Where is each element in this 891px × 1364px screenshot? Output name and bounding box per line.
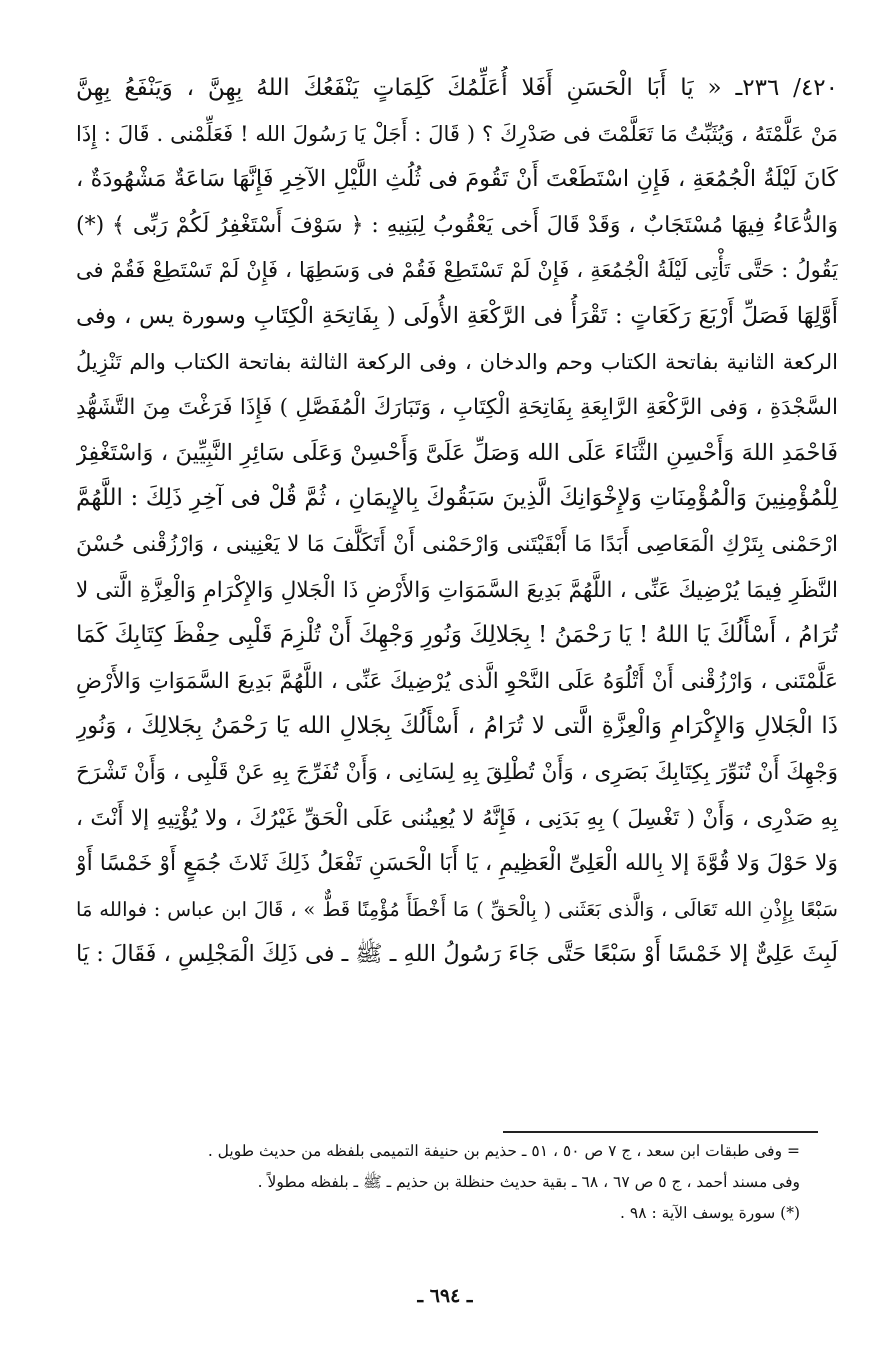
footnote: (*) سورة يوسف الآية : ٩٨ . bbox=[620, 1204, 800, 1222]
footnote: = وفى طبقات ابن سعد ، ج ٧ ص ٥٠ ، ٥١ ـ حذيم بن حنيفة التميمى بلفظه من حديث طويل . bbox=[207, 1142, 800, 1160]
footnote-separator bbox=[503, 1131, 818, 1133]
text-line: يَقُولُ : حَتَّى تَأْتِى لَيْلَةُ الْجُمُعَةِ ، فَإِنْ لَمْ تَسْتَطِعْ فَقُمْ فى وَسَطِهَا ، فَإِنْ لَمْ تَسْتَطِعْ فَقُمْ فى bbox=[76, 258, 838, 283]
text-line: وَجْهِكَ أَنْ تُنَوِّرَ بِكِتَابِكَ بَصَرِى ، وَأَنْ تُطْلِقَ بِهِ لِسَانِى ، وَأَنْ تُفَرِّجَ بِهِ عَنْ قَلْبِى ، وَأَنْ تَشْرَحَ bbox=[76, 759, 838, 785]
text-line: ذَا الْجَلالِ وَالإِكْرَامِ وَالْعِزَّةِ الَّتى لا تُرَامُ ، أَسْأَلُكَ بِجَلالِ الله يَا رَحْمَنُ بِجَلالِكَ ، وَنُورِ bbox=[76, 713, 838, 740]
text-line: النَّظَرِ فِيمَا يُرْضِيكَ عَنِّى ، اللَّهُمَّ بَدِيعَ السَّمَوَاتِ وَالأَرْضِ ذَا الْجَلالِ وَالإِكْرَامِ وَالْعِزَّةِ الَّتى لا bbox=[76, 577, 838, 603]
page-number: ـ ٦٩٤ ـ bbox=[417, 1285, 473, 1307]
footnote: وفى مسند أحمد ، ج ٥ ص ٦٧ ، ٦٨ ـ بقية حديث حنظلة بن حذيم ـ ﷺ ـ بلفظه مطولاً . bbox=[257, 1173, 800, 1191]
text-line: السَّجْدَةِ ، وَفى الرَّكْعَةِ الرَّابِعَةِ بِفَاتِحَةِ الْكِتَابِ ، وَتَبَارَكَ الْمُفَصَّلِ ) فَإِذَا فَرَغْتَ مِنَ التَّشَهُّدِ bbox=[76, 395, 838, 421]
text-line: وَلا حَوْلَ وَلا قُوَّةَ إلا بِالله الْعَلِىِّ الْعَظِيمِ ، يَا أَبَا الْحَسَنِ تَفْعَلُ ذَلِكَ ثَلاثَ جُمَعٍ أَوْ خَمْسًا أَوْ bbox=[76, 851, 838, 877]
text-line: عَلَّمْتَنى ، وَارْزُقْنى أَنْ أَتْلُوَهُ عَلَى النَّحْوِ الَّذى يُرْضِيكَ عَنِّى ، اللَّهُمَّ بَدِيعَ السَّمَوَاتِ وَالأَرْضِ bbox=[76, 668, 838, 694]
text-line: لِلْمُؤْمِنِينَ وَالْمُؤْمِنَاتِ وَلإِخْوَانِكَ الَّذِينَ سَبَقُوكَ بِالإِيمَانِ ، ثُمَّ قُلْ فى آخِرِ ذَلِكَ : اللَّهُمَّ bbox=[76, 485, 838, 512]
text-line: مَنْ عَلَّمْتَهُ ، وَيُثَبِّتُ مَا تَعَلَّمْتَ فى صَدْرِكَ ؟ ( قَالَ : أَجَلْ يَا رَسُولَ الله ! فَعَلِّمْنى . قَالَ : إِذَا bbox=[76, 121, 838, 146]
text-line: كَانَ لَيْلَةُ الْجُمُعَةِ ، فَإِنِ اسْتَطَعْتَ أَنْ تَقُومَ فى ثُلُثِ اللَّيْلِ الآخِرِ فَإِنَّهَا سَاعَةٌ مَشْهُودَةٌ ، bbox=[76, 166, 838, 193]
text-line: سَبْعًا بِإِذْنِ الله تَعَالَى ، وَالَّذى بَعَثَنى ( بِالْحَقِّ ) مَا أَخْطَأَ مُؤْمِنًا قَطٌّ » ، قَالَ ابن عباس : فوالله مَا bbox=[76, 897, 838, 921]
text-line: بِهِ صَدْرِى ، وَأَنْ ( تَغْسِلَ ) بِهِ بَدَنِى ، فَإِنَّهُ لا يُعِينُنى عَلَى الْحَقِّ غَيْرُكَ ، ولا يُؤْتِيهِ إلا أَنْتَ ، bbox=[76, 805, 838, 831]
text-line: فَاحْمَدِ اللهَ وَأَحْسِنِ الثَّنَاءَ عَلَى الله وَصَلِّ عَلَىَّ وَأَحْسِنْ وَعَلَى سَائِرِ النَّبِيِّينَ ، وَاسْتَغْفِرْ bbox=[76, 439, 838, 466]
main-text bbox=[76, 66, 838, 978]
footnotes bbox=[140, 1136, 800, 1229]
text-line: الركعة الثانية بفاتحة الكتاب وحم والدخان ، وفى الركعة الثالثة بفاتحة الكتاب والم تَنْزِيلُ bbox=[76, 349, 838, 374]
text-line: ٤٢٠/ ٢٣٦ـ « يَا أَبَا الْحَسَنِ أَفَلا أُعَلِّمُكَ كَلِمَاتٍ يَنْفَعُكَ اللهُ بِهِنَّ ، وَيَنْفَعُ بِهِنَّ bbox=[76, 75, 838, 101]
text-line: أَوَّلِهَا فَصَلِّ أَرْبَعَ رَكَعَاتٍ : تَقْرَأُ فى الرَّكْعَةِ الأُولَى ( بِفَاتِحَةِ الْكِتَابِ وسورة يس ، وفى bbox=[76, 302, 838, 329]
text-line: لَبِثَ عَلِىٌّ إلا خَمْسًا أَوْ سَبْعًا حَتَّى جَاءَ رَسُولُ اللهِ ـ ﷺ ـ فى ذَلِكَ الْمَجْلِسِ ، فَقَالَ : يَا bbox=[76, 941, 838, 968]
text-line: تُرَامُ ، أَسْأَلُكَ يَا اللهُ ! يَا رَحْمَنُ ! بِجَلالِكَ وَنُورِ وَجْهِكَ أَنْ تُلْزِمَ قَلْبِى حِفْظَ كِتَابِكَ كَمَا bbox=[76, 622, 838, 649]
text-line: وَالدُّعَاءُ فِيهَا مُسْتَجَابٌ ، وَقَدْ قَالَ أَخى يَعْقُوبُ لِبَنِيهِ : ﴿ سَوْفَ أَسْتَغْفِرُ لَكُمْ رَبِّى ﴾ (*) bbox=[76, 212, 838, 238]
text-line: ارْحَمْنى بِتَرْكِ الْمَعَاصِى أَبَدًا مَا أَبْقَيْتَنى وَارْحَمْنى أَنْ أَتَكَلَّفَ مَا لا يَعْنِينى ، وَارْزُقْنى حُسْنَ bbox=[76, 531, 838, 557]
